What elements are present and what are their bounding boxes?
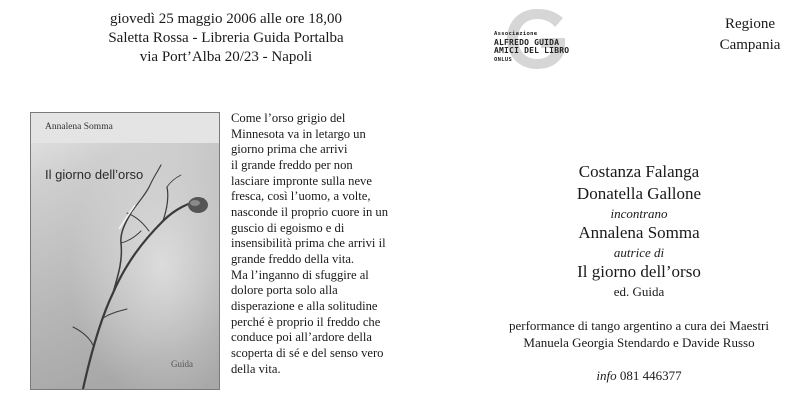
performance-line-2: Manuela Georgia Stendardo e Davide Russo (523, 335, 755, 350)
association-text (494, 30, 569, 64)
association-line-3: AMICI DEL LIBRO (494, 46, 570, 55)
region-label (705, 14, 795, 56)
info-contact (486, 367, 792, 384)
quote-line: guscio di egoismo e di (231, 220, 345, 235)
quote-line: grande freddo della vita. (231, 251, 355, 266)
cover-publisher: Guida (171, 359, 193, 369)
quote-line: lasciare impronte sulla neve (231, 173, 372, 188)
event-venue: Saletta Rossa - Libreria Guida Portalba (108, 30, 344, 46)
quote-line: dolore porta solo alla (231, 283, 338, 298)
quote-line: Come l’orso grigio del (231, 111, 346, 125)
quote-line: Minnesota va in letargo un (231, 126, 366, 141)
cover-author: Annalena Somma (45, 122, 113, 132)
quote-line: disperazione e alla solitudine (231, 298, 378, 313)
association-line-4: ONLUS (494, 56, 513, 63)
info-phone: 081 446377 (619, 368, 682, 383)
quote-line: il grande freddo per non (231, 157, 353, 172)
book-title: Il giorno dell’orso (577, 262, 701, 281)
quote-line: giorno prima che arrivi (231, 142, 348, 157)
quote-line: scoperta di sé e del senso vero (231, 345, 384, 360)
association-line-1: Associazione (494, 31, 538, 37)
host-name-2: Donatella Gallone (576, 184, 702, 203)
host-name-1: Costanza Falanga (578, 162, 700, 181)
quote-line: della vita. (231, 361, 281, 376)
quote-line: Ma l’inganno di sfuggire al (231, 267, 369, 282)
event-date: giovedì 25 maggio 2006 alle ore 18,00 (109, 11, 343, 27)
performance-line-1: performance di tango argentino a cura dei Maestri (508, 318, 769, 333)
region-line-2: Campania (719, 37, 781, 53)
quote-line: fresca, così l’uomo, a volte, (231, 189, 371, 204)
cover-title: Il giorno dell’orso (45, 167, 144, 182)
region-line-1: Regione (725, 16, 775, 32)
quote-line: conduce poi all’ardore della (231, 330, 372, 345)
quote-line: nasconde il proprio cuore in un (231, 204, 389, 219)
edition-label: ed. Guida (613, 284, 665, 299)
info-label: info (596, 368, 617, 383)
association-logo (483, 8, 593, 72)
event-details (486, 161, 792, 384)
quote-line: insensibilità prima che arrivi il (231, 236, 386, 251)
author-name: Annalena Somma (578, 223, 700, 242)
quote-text (231, 111, 407, 377)
meet-label: incontrano (610, 206, 668, 221)
quote-line: perché è proprio il freddo che (231, 314, 381, 329)
author-of-label: autrice di (613, 245, 665, 260)
performance-info (486, 317, 792, 351)
book-cover-image (31, 113, 219, 389)
association-line-2: ALFREDO GUIDA (494, 37, 560, 47)
event-info (96, 10, 356, 67)
event-address: via Port’Alba 20/23 - Napoli (139, 49, 313, 65)
book-cover (30, 112, 220, 390)
